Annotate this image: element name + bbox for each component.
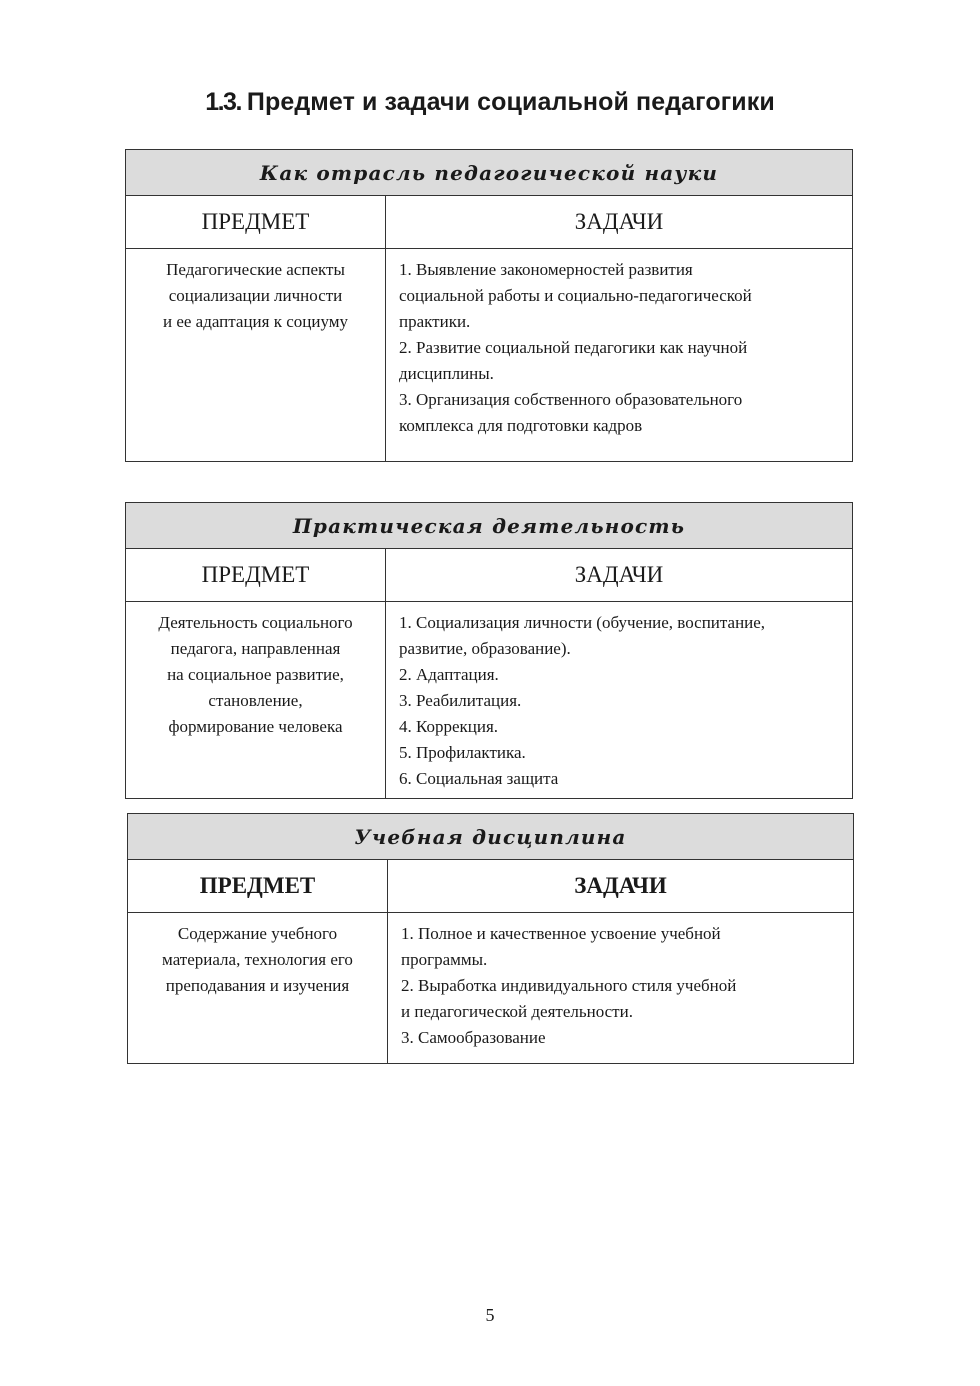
task-line: 6. Социальная защита	[399, 769, 559, 788]
table-header: Практическая деятельность	[126, 503, 852, 549]
column-headers-row	[128, 860, 853, 913]
table-header: Как отрасль педагогической науки	[126, 150, 852, 196]
task-line: 3. Реабилитация.	[399, 691, 522, 710]
subject-line: Содержание учебного	[177, 924, 338, 943]
table-body-row	[126, 249, 852, 461]
tasks-cell	[386, 249, 852, 461]
subject-line: формирование человека	[168, 717, 343, 736]
tasks-column-header: ЗАДАЧИ	[574, 562, 664, 587]
task-line: 4. Коррекция.	[399, 717, 499, 736]
task-line: 5. Профилактика.	[399, 743, 526, 762]
task-line: 3. Самообразование	[401, 1028, 546, 1047]
page-title	[0, 88, 980, 117]
subject-cell	[128, 913, 388, 1063]
task-line: 2. Выработка индивидуального стиля учебной	[401, 976, 737, 995]
subject-cell	[126, 602, 386, 798]
table-academic-discipline	[127, 813, 854, 1064]
subject-line: становление,	[208, 691, 303, 710]
task-line: социальной работы и социально-педагогической	[399, 286, 752, 305]
subject-line: Педагогические аспекты	[166, 260, 345, 279]
table-body-row	[128, 913, 853, 1063]
column-headers-row	[126, 196, 852, 249]
task-line: программы.	[401, 950, 488, 969]
task-line: 1. Полное и качественное усвоение учебной	[401, 924, 721, 943]
page-number: 5	[485, 1305, 495, 1325]
section-title: Предмет и задачи социальной педагогики	[246, 88, 775, 116]
task-line: 1. Социализация личности (обучение, воспитание,	[399, 613, 766, 632]
column-headers-row	[126, 549, 852, 602]
subject-line: материала, технология его	[162, 950, 353, 969]
task-line: развитие, образование).	[399, 639, 571, 658]
tasks-cell	[388, 913, 853, 1063]
subject-column-header: ПРЕДМЕТ	[126, 549, 386, 601]
tasks-cell	[386, 602, 852, 798]
subject-line: социализации личности	[168, 286, 343, 305]
task-line: практики.	[399, 312, 471, 331]
table-header: Учебная дисциплина	[128, 814, 853, 860]
task-line: 1. Выявление закономерностей развития	[399, 260, 693, 279]
section-number: 1.3.	[205, 88, 241, 116]
table-body-row	[126, 602, 852, 798]
tasks-column-header: ЗАДАЧИ	[574, 873, 667, 898]
subject-line: на социальное развитие,	[167, 665, 344, 684]
task-line: и педагогической деятельности.	[401, 1002, 633, 1021]
subject-column-header: ПРЕДМЕТ	[128, 860, 388, 912]
subject-line: педагога, направленная	[170, 639, 341, 658]
subject-cell	[126, 249, 386, 461]
task-line: комплекса для подготовки кадров	[399, 416, 643, 435]
subject-line: и ее адаптация к социуму	[162, 312, 349, 331]
table-practical-activity	[125, 502, 853, 799]
table-pedagogical-science	[125, 149, 853, 462]
task-line: 2. Адаптация.	[399, 665, 499, 684]
task-line: 2. Развитие социальной педагогики как научной	[399, 338, 748, 357]
task-line: дисциплины.	[399, 364, 494, 383]
subject-line: преподавания и изучения	[165, 976, 350, 995]
tasks-column-header: ЗАДАЧИ	[574, 209, 664, 234]
subject-column-header: ПРЕДМЕТ	[126, 196, 386, 248]
task-line: 3. Организация собственного образовательного	[399, 390, 743, 409]
subject-line: Деятельность социального	[158, 613, 353, 632]
